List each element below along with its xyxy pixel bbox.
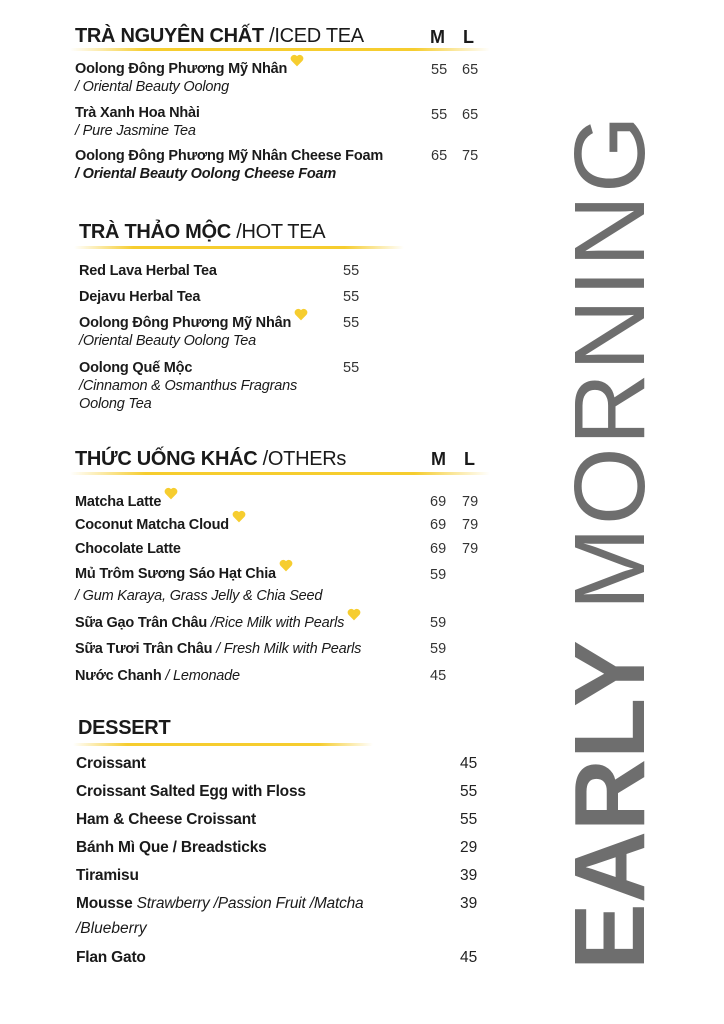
- heart-icon: [164, 487, 178, 500]
- section-title-vn: THỨC UỐNG KHÁC: [75, 448, 258, 470]
- price: 55: [343, 360, 360, 376]
- price: 45: [460, 949, 478, 966]
- item-subtitle: / Gum Karaya, Grass Jelly & Chia Seed: [75, 588, 323, 604]
- price-m: 55: [431, 107, 448, 123]
- section-title-en: /OTHERs: [257, 448, 347, 470]
- section-title-hot-tea: [79, 220, 325, 244]
- column-header-m: M: [430, 27, 445, 47]
- item-name: Oolong Đông Phương Mỹ Nhân: [79, 315, 292, 331]
- price-m: 59: [430, 567, 447, 583]
- vertical-title-light: MORNING: [554, 113, 666, 641]
- item-name: [75, 493, 178, 511]
- section-underline: [70, 48, 490, 51]
- item-name: Tiramisu: [76, 867, 139, 884]
- price-m: 55: [431, 62, 448, 78]
- item-subtitle: / Oriental Beauty Oolong: [75, 79, 229, 95]
- heart-icon: [294, 308, 308, 321]
- item-name: Croissant Salted Egg with Floss: [76, 783, 306, 800]
- item-name: [75, 640, 361, 658]
- section-underline: [74, 246, 404, 249]
- menu-item: [75, 147, 383, 183]
- section-title-vn: TRÀ NGUYÊN CHẤT: [75, 25, 264, 47]
- section-title-iced-tea: [75, 24, 364, 48]
- column-header-l: L: [463, 27, 474, 47]
- item-flavors-cont: /Blueberry: [76, 920, 147, 937]
- price-m: 59: [430, 641, 447, 657]
- section-title-vn: TRÀ THẢO MỘC: [79, 221, 231, 243]
- item-name: Oolong Quế Mộc: [79, 360, 193, 376]
- item-name-text: Sữa Gạo Trân Châu: [75, 615, 207, 631]
- menu-item: [79, 359, 297, 413]
- section-title-others: [75, 447, 346, 471]
- item-name: [75, 516, 246, 534]
- item-subtitle: /Cinnamon & Osmanthus Fragrans: [79, 378, 298, 394]
- price-l: 79: [462, 541, 479, 557]
- price-l: 75: [462, 148, 479, 164]
- item-name: Flan Gato: [76, 949, 146, 966]
- item-flavors: Strawberry /Passion Fruit /Matcha: [132, 895, 364, 912]
- price-l: 65: [462, 62, 479, 78]
- item-name: Mủ Trôm Sương Sáo Hạt Chia: [75, 566, 276, 582]
- price: 55: [460, 811, 478, 828]
- section-underline: [70, 472, 490, 475]
- section-title-text: DESSERT: [78, 717, 171, 739]
- section-title-dessert: [78, 716, 170, 740]
- item-name: Bánh Mì Que / Breadsticks: [76, 839, 267, 856]
- price-m: 69: [430, 541, 447, 557]
- item-subtitle: /Oriental Beauty Oolong Tea: [79, 333, 257, 349]
- price: 55: [343, 289, 360, 305]
- vertical-title: [554, 113, 666, 970]
- price: 55: [460, 783, 478, 800]
- menu-item: [75, 565, 322, 605]
- item-name: Chocolate Latte: [75, 541, 181, 557]
- item-name: Red Lava Herbal Tea: [79, 263, 217, 279]
- menu-item: [75, 60, 304, 96]
- vertical-title-bold: EARLY: [554, 640, 666, 970]
- price-m: 65: [431, 148, 448, 164]
- price-l: 65: [462, 107, 479, 123]
- item-name: Dejavu Herbal Tea: [79, 289, 201, 305]
- price: 39: [460, 895, 478, 912]
- item-name-en: /Rice Milk with Pearls: [207, 615, 345, 631]
- item-subtitle: / Oriental Beauty Oolong Cheese Foam: [75, 166, 337, 182]
- column-header-m: M: [431, 449, 446, 469]
- item-name-text: Matcha Latte: [75, 494, 162, 510]
- menu-item: [76, 894, 363, 939]
- item-name: Trà Xanh Hoa Nhài: [75, 105, 200, 121]
- section-title-en: /ICED TEA: [263, 25, 364, 47]
- price: 39: [460, 867, 478, 884]
- price-m: 69: [430, 517, 447, 533]
- item-name-en: / Lemonade: [161, 668, 240, 684]
- item-name: [75, 667, 240, 685]
- item-name: [75, 614, 361, 632]
- column-header-l: L: [464, 449, 475, 469]
- price: 55: [343, 315, 360, 331]
- item-name-en: / Fresh Milk with Pearls: [212, 641, 362, 657]
- item-name-text: Coconut Matcha Cloud: [75, 517, 229, 533]
- menu-item: [75, 104, 200, 140]
- section-title-en: /HOT TEA: [230, 221, 326, 243]
- price-m: 69: [430, 494, 447, 510]
- item-subtitle: / Pure Jasmine Tea: [75, 123, 196, 139]
- price-m: 59: [430, 615, 447, 631]
- item-name-text: Sữa Tươi Trân Châu: [75, 641, 213, 657]
- heart-icon: [290, 54, 304, 67]
- price-l: 79: [462, 494, 479, 510]
- item-subtitle: Oolong Tea: [79, 396, 152, 412]
- heart-icon: [279, 559, 293, 572]
- item-name-text: Nước Chanh: [75, 668, 162, 684]
- item-name: Ham & Cheese Croissant: [76, 811, 256, 828]
- item-name: Oolong Đông Phương Mỹ Nhân: [75, 61, 288, 77]
- menu-item: [79, 314, 308, 350]
- price-l: 79: [462, 517, 479, 533]
- price: 29: [460, 839, 478, 856]
- heart-icon: [232, 510, 246, 523]
- price-m: 45: [430, 668, 447, 684]
- item-name: Croissant: [76, 755, 146, 772]
- section-underline: [73, 743, 373, 746]
- price: 55: [343, 263, 360, 279]
- item-name: Oolong Đông Phương Mỹ Nhân Cheese Foam: [75, 148, 384, 164]
- heart-icon: [347, 608, 361, 621]
- price: 45: [460, 755, 478, 772]
- item-name: Mousse: [76, 895, 133, 912]
